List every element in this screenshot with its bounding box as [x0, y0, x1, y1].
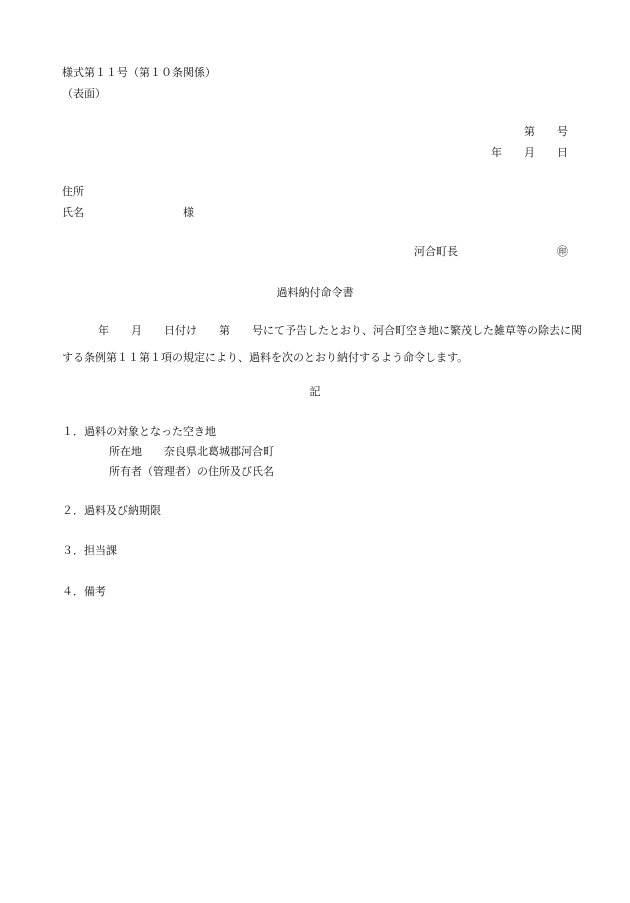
form-side-label: （表面） [62, 87, 106, 100]
item-1-owner: 所有者（管理者）の住所及び氏名 [109, 465, 274, 478]
item-1-heading: １．過料の対象となった空き地 [62, 425, 216, 438]
item-1-location: 所在地 奈良県北葛城郡河合町 [109, 445, 274, 458]
item-3-heading: ３．担当課 [62, 544, 117, 557]
ki-heading: 記 [309, 385, 321, 398]
form-number-label: 様式第１１号（第１０条関係） [62, 66, 216, 79]
item-2-heading: ２．過料及び納期限 [62, 504, 161, 517]
recipient-name-line: 氏名 様 [62, 206, 194, 219]
body-paragraph-text: 年 月 日付け 第 号にて予告したとおり、河合町空き地に繁茂した雑草等の除去に関する条例第１１第１項の規定により、過料を次のとおり納付するよう命令します。 [62, 324, 582, 364]
issuer-mayor-line: 河合町長 ㊞ [414, 245, 568, 258]
body-paragraph [62, 317, 582, 371]
recipient-address-label: 住所 [62, 185, 84, 198]
document-number-line: 第 号 [524, 125, 568, 138]
document-date-line: 年 月 日 [491, 146, 568, 159]
item-4-heading: ４．備考 [62, 585, 106, 598]
document-title: 過料納付命令書 [276, 286, 354, 299]
